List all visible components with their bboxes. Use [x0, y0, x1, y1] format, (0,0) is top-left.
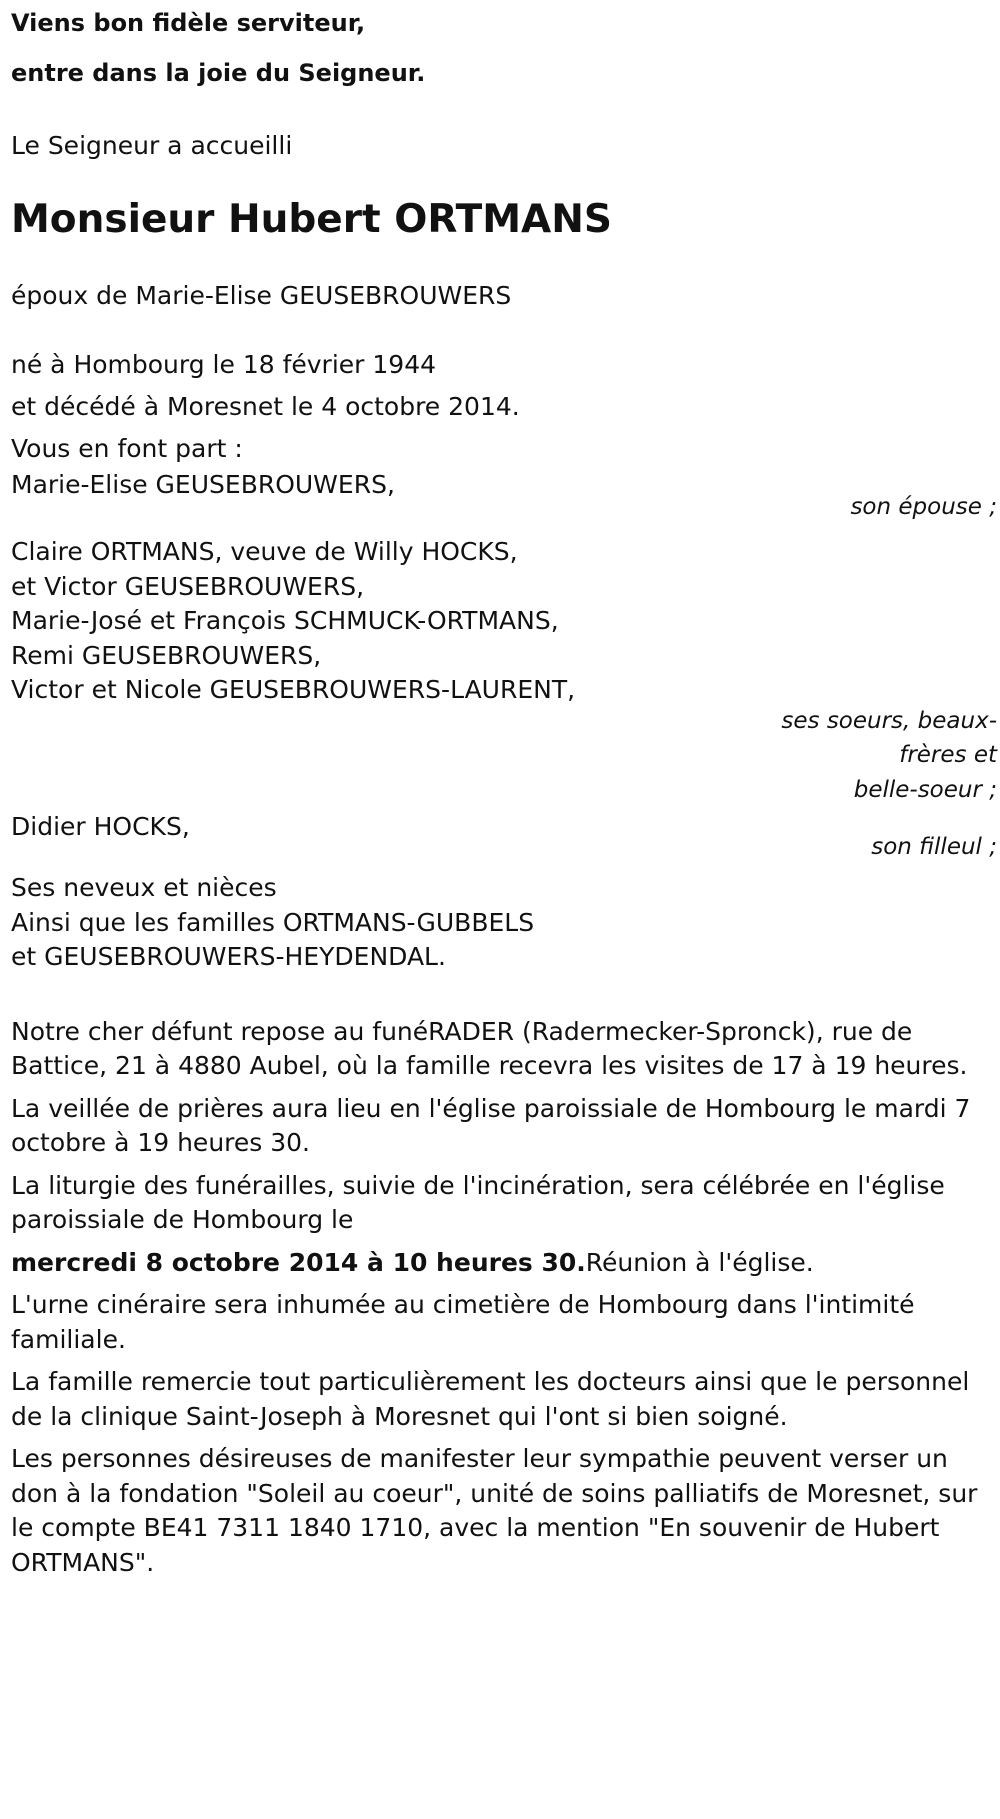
relatives-line: et GEUSEBROUWERS-HEYDENDAL.: [11, 942, 446, 971]
reunion-text: Réunion à l'église.: [585, 1247, 814, 1277]
deceased-name: Monsieur Hubert ORTMANS: [11, 197, 612, 242]
other-relatives: [11, 871, 997, 975]
sibling-line: Claire ORTMANS, veuve de Willy HOCKS,: [11, 537, 518, 566]
urne-paragraph: L'urne cinéraire sera inhumée au cimetière de Hombourg dans l'intimité familiale.: [11, 1290, 915, 1354]
sibling-line: Marie-José et François SCHMUCK-ORTMANS,: [11, 606, 559, 635]
intro-text: Le Seigneur a accueilli: [11, 131, 293, 160]
godson-relation: son filleul ;: [871, 834, 997, 860]
spouse-relation: son épouse ;: [850, 494, 997, 520]
announce-intro: Vous en font part :: [11, 434, 243, 463]
siblings-relation-line: belle-soeur ;: [853, 776, 997, 803]
spouse-line: époux de Marie-Elise GEUSEBROUWERS: [11, 281, 512, 310]
scripture-quote: [11, 0, 997, 98]
siblings-relation-line: frères et: [899, 742, 997, 768]
quote-line-2: entre dans la joie du Seigneur.: [11, 59, 426, 87]
sibling-line: et Victor GEUSEBROUWERS,: [11, 571, 365, 601]
birth-line: né à Hombourg le 18 février 1944: [11, 350, 437, 379]
relatives-line: Ses neveux et nièces: [11, 873, 277, 902]
thanks-paragraph: La famille remercie tout particulièrement les docteurs ainsi que le personnel de la clinique Saint-Joseph à Moresnet qui l'ont si bien soigné.: [11, 1367, 970, 1431]
funeral-date-paragraph: [11, 1246, 997, 1281]
godson-name: Didier HOCKS,: [11, 812, 190, 841]
sibling-line: Remi GEUSEBROUWERS,: [11, 640, 322, 670]
siblings-list: [11, 535, 997, 708]
death-line: et décédé à Moresnet le 4 octobre 2014.: [11, 392, 520, 421]
sibling-line: Victor et Nicole GEUSEBROUWERS-LAURENT,: [11, 675, 576, 704]
funeral-date: mercredi 8 octobre 2014 à 10 heures 30.: [11, 1247, 586, 1277]
liturgie-paragraph: La liturgie des funérailles, suivie de l'incinération, sera célébrée en l'église paroissiale de Hombourg le: [11, 1170, 945, 1234]
siblings-relation-line: ses soeurs, beaux-: [781, 707, 997, 734]
donation-paragraph: Les personnes désireuses de manifester leur sympathie peuvent verser un don à la fondation "Soleil au coeur", unité de soins palliatifs de Moresnet, sur le compte BE41 7311 1840 1710, avec la mention "En souvenir de Hubert ORTMANS".: [11, 1444, 978, 1577]
veillee-paragraph: La veillée de prières aura lieu en l'église paroissiale de Hombourg le mardi 7 octobre à 19 heures 30.: [11, 1093, 971, 1157]
repose-paragraph: Notre cher défunt repose au funéRADER (Radermecker-Spronck), rue de Battice, 21 à 4880 Aubel, où la famille recevra les visites de 17 à 19 heures.: [11, 1016, 968, 1080]
spouse-name: Marie-Elise GEUSEBROUWERS,: [11, 470, 395, 499]
relatives-line: Ainsi que les familles ORTMANS-GUBBELS: [11, 907, 535, 937]
quote-line-1: Viens bon fidèle serviteur,: [11, 9, 366, 37]
siblings-relation: [11, 704, 997, 808]
